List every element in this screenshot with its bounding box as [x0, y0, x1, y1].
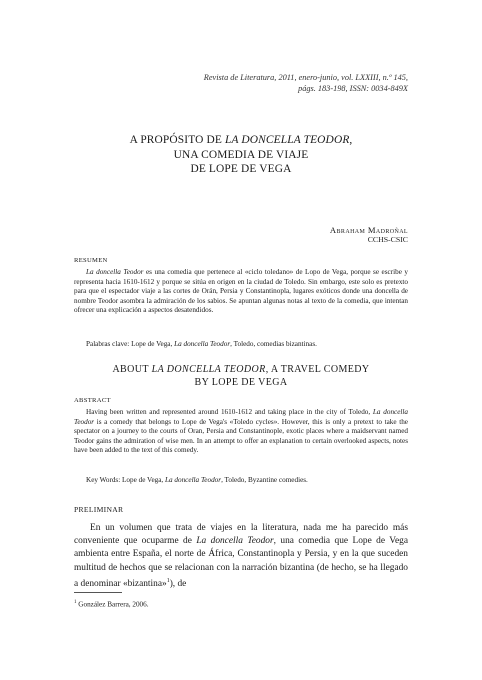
article-title-line1 — [0, 133, 482, 148]
abstract-text-post: is a comedy that belongs to Lope de Vega's «Toledo cycles». However, this is only a pretext to take the spectator on a journey to the courts of Oran, Persia and Constantinople, exotic places where a maidservant named Teodor gains the admiration of wise men. In an attempt to offer an explanation to certain overlooked aspects, notes have been added to the text of this comedy. — [74, 417, 408, 455]
author-block — [330, 225, 408, 245]
en-title-prefix: ABOUT — [112, 364, 152, 375]
journal-citation-line2: págs. 183-198, ISSN: 0034-849X — [298, 84, 408, 93]
preliminar-text-italic: La doncella Teodor — [196, 536, 274, 547]
abstract-keywords-post: , Toledo, Byzantine comedies. — [221, 476, 308, 484]
title-prefix: A PROPÓSITO DE — [129, 134, 225, 146]
english-title-line1 — [0, 364, 482, 377]
journal-citation-line1: Revista de Literatura, 2011, enero-junio, vol. LXXIII, n.º 145, — [203, 73, 408, 82]
resumen-italic: La doncella Teodor — [86, 268, 144, 276]
footnote-text: González Barrera, 2006. — [78, 600, 149, 609]
abstract-keywords-label: Key Words: — [86, 476, 121, 484]
resumen-keywords — [74, 340, 408, 350]
abstract-text-italic: La doncella Teodor — [74, 408, 408, 426]
author-name: Abraham Madroñal — [329, 225, 408, 235]
article-title-line2: UNA COMEDIA DE VIAJE — [173, 148, 309, 161]
footnote-divider — [74, 592, 122, 593]
en-title-suffix: , A TRAVEL COMEDY — [265, 364, 370, 375]
preliminar-heading: PRELIMINAR — [74, 505, 124, 514]
abstract-keywords-pre: Lope de Vega, — [120, 476, 166, 484]
resumen-heading: RESUMEN — [74, 257, 108, 264]
preliminar-text-pre: En un volumen que trata de viajes en la literatura, nada me ha parecido más conveniente que ocuparme de — [74, 523, 408, 547]
article-title-line3: DE LOPE DE VEGA — [190, 163, 292, 175]
resumen-body: es una comedia que pertenece al «ciclo toledano» de Lopo de Vega, porque se escribe y representa hacia 1610-1612 y porque se sitúa en origen en la ciudad de Toledo. Sin embargo, este solo es pretexto para que el espectador viaje a las cortes de Orán, Persia y Constantinopla, lugares exóticos donde una doncella de nombre Teodor asombra la admiración de los sabios. Se apuntan algunas notas al texto de la comedia, que intentan ofrecer una explicación a aspectos desatendidos. — [74, 268, 408, 315]
title-italic: LA DONCELLA TEODOR — [224, 134, 350, 146]
footnote-ref[interactable]: 1 — [166, 577, 170, 584]
abstract-heading: ABSTRACT — [74, 397, 111, 404]
en-title-italic: LA DONCELLA TEODOR — [151, 364, 266, 375]
author-affiliation: CCHS-CSIC — [367, 235, 408, 244]
title-suffix: , — [349, 134, 353, 146]
resumen-text — [74, 268, 408, 316]
abstract-keywords-italic: La doncella Teodor — [165, 476, 222, 484]
abstract-text — [74, 408, 408, 456]
resumen-keywords-label: Palabras clave: — [86, 340, 130, 348]
footnote-number: 1 — [74, 600, 77, 605]
english-title-line2: BY LOPE DE VEGA — [194, 376, 288, 388]
english-title — [0, 364, 482, 389]
article-title — [0, 133, 482, 177]
preliminar-text — [74, 522, 408, 591]
journal-citation — [204, 72, 408, 94]
resumen-keywords-italic: La doncella Teodor — [174, 340, 231, 348]
resumen-keywords-pre: Lope de Vega, — [129, 340, 175, 348]
preliminar-text-end: ), de — [169, 578, 187, 589]
preliminar-text-post: , una comedia que Lope de Vega ambienta entre España, el norte de África, Constantinopla y Persia, y en la que suceden multitud de hechos que se relacionan con la narración bizantina (de hecho, se ha llegado a denominar «bizantina» — [74, 536, 409, 589]
abstract-keywords — [74, 476, 408, 486]
resumen-keywords-post: , Toledo, comedias bizantinas. — [230, 340, 317, 348]
abstract-text-pre: Having been written and represented around 1610-1612 and taking place in the city of Toledo, — [86, 408, 373, 416]
footnote — [74, 600, 149, 608]
